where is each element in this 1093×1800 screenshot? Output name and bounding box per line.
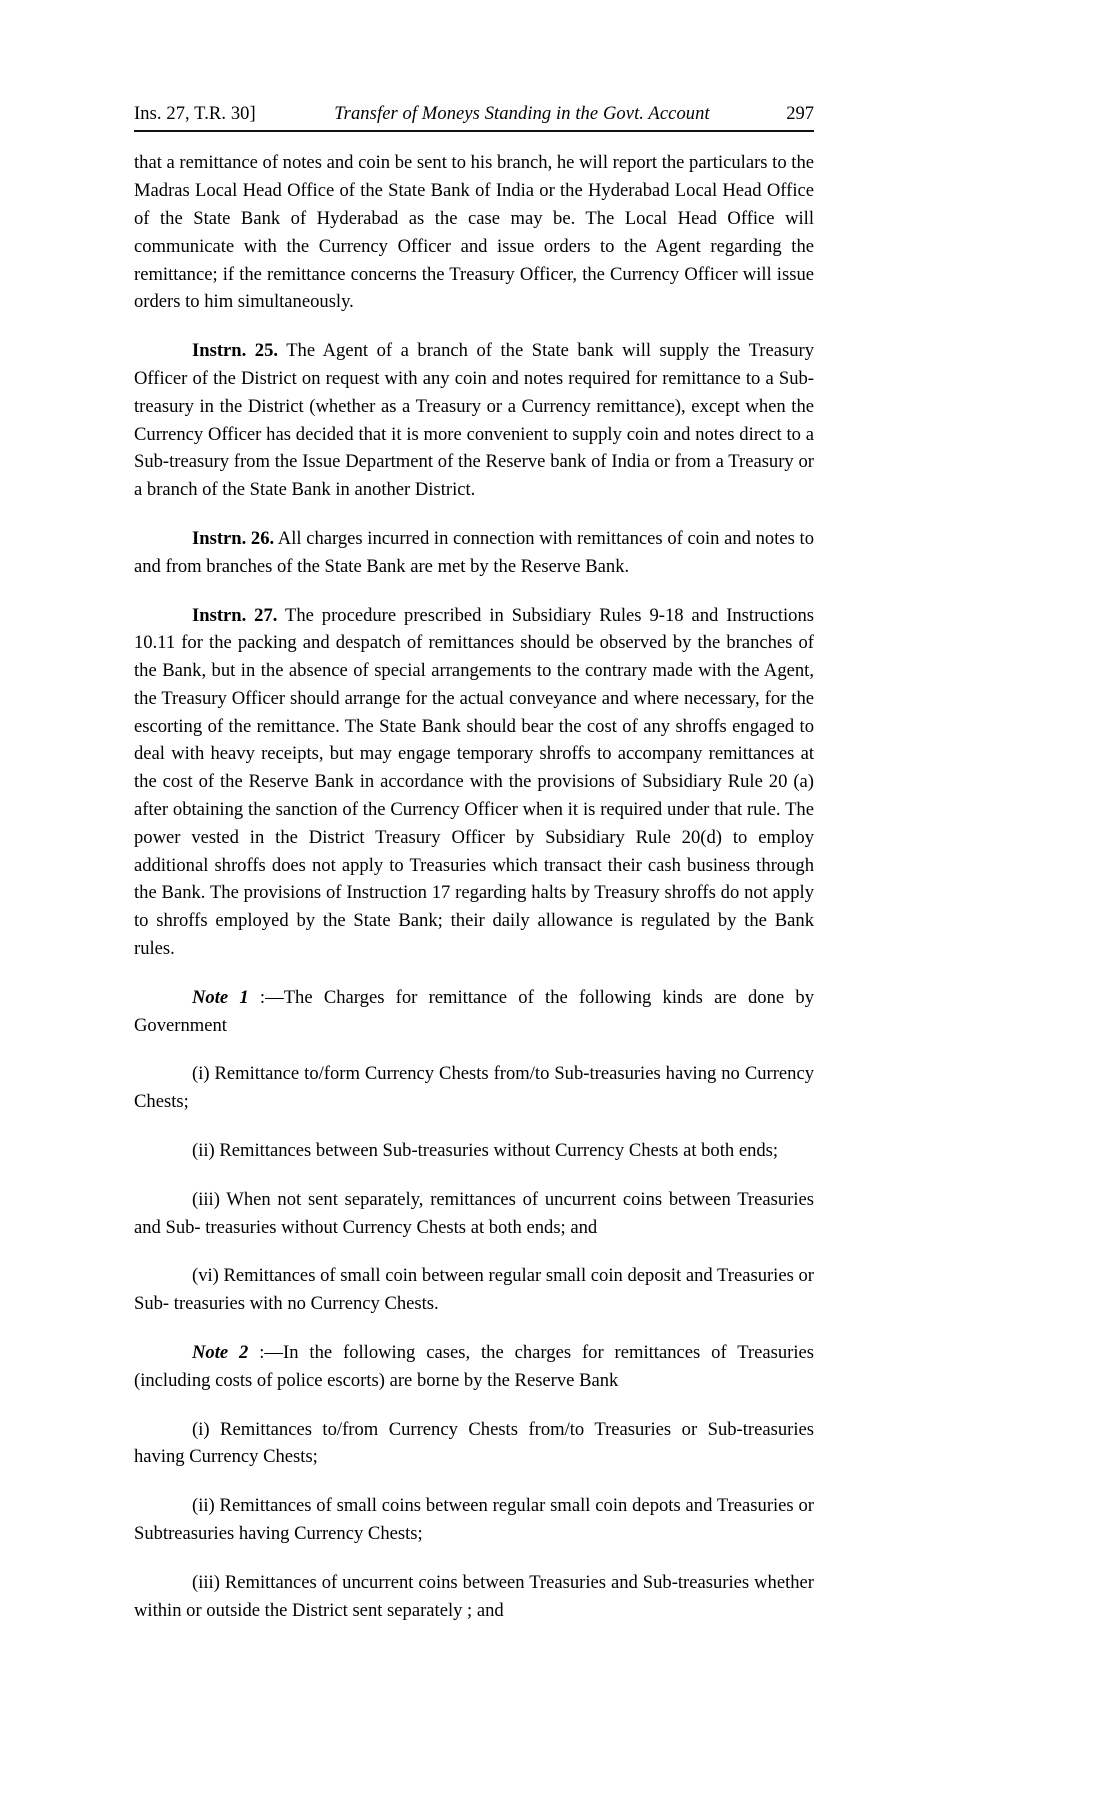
- instruction-26-label: Instrn. 26.: [192, 527, 275, 549]
- instruction-26-text: All charges incurred in connection with remittances of coin and notes to and from branches of the State Bank are met by the Reserve Bank.: [134, 527, 814, 577]
- note-1-paragraph: [134, 984, 814, 1040]
- instruction-25-paragraph: [134, 337, 814, 504]
- instruction-27-paragraph: [134, 602, 814, 963]
- header-rule-reference: Ins. 27, T.R. 30]: [134, 104, 256, 124]
- note-2-label: Note 2: [192, 1342, 249, 1364]
- instruction-27-label: Instrn. 27.: [192, 604, 278, 626]
- instruction-25-text: The Agent of a branch of the State bank will supply the Treasury Officer of the District on request with any coin and notes required for remittance to a Sub- treasury in the District (whether as a Treasury or a Currency remittance), except when the Currency Officer has decided that it is more convenient to supply coin and notes direct to a Sub-treasury from the Issue Department of the Reserve bank of India or from a Treasury or a branch of the State Bank in another District.: [134, 340, 814, 501]
- instruction-27-text: The procedure prescribed in Subsidiary Rules 9-18 and Instructions 10.11 for the packing and despatch of remittances should be observed by the branches of the Bank, but in the absence of special arrangements to the contrary made with the Agent, the Treasury Officer should arrange for the actual conveyance and where necessary, for the escorting of the remittance. The State Bank should bear the cost of any shroffs engaged to deal with heavy receipts, but may engage temporary shroffs to accompany remittances at the cost of the Reserve Bank in accordance with the provisions of Subsidiary Rule 20 (a) after obtaining the sanction of the Currency Officer when it is required under that rule. The power vested in the District Treasury Officer by Subsidiary Rule 20(d) to employ additional shroffs does not apply to Treasuries which transact their cash business through the Bank. The provisions of Instruction 17 regarding halts by Treasury shroffs do not apply to shroffs employed by the State Bank; their daily allowance is regulated by the Bank rules.: [134, 604, 814, 960]
- page-content: [134, 104, 814, 1645]
- note-2-item-i: (i) Remittances to/from Currency Chests from/to Treasuries or Sub-treasuries having Currency Chests;: [134, 1418, 814, 1468]
- note-2-text: :—In the following cases, the charges for remittances of Treasuries (including costs of police escorts) are borne by the Reserve Bank: [134, 1342, 814, 1391]
- page-number: 297: [786, 104, 814, 124]
- note-1-text: :—The Charges for remittance of the following kinds are done by Government: [134, 986, 814, 1036]
- note-1-item-ii: (ii) Remittances between Sub-treasuries without Currency Chests at both ends;: [192, 1140, 779, 1162]
- header-title: Transfer of Moneys Standing in the Govt. Account: [334, 104, 710, 124]
- note-1-item-iii: (iii) When not sent separately, remittances of uncurrent coins between Treasuries and Sub- treasuries without Currency Chests at both ends; and: [134, 1188, 814, 1238]
- note-1-label: Note 1: [192, 986, 249, 1008]
- body-text: [134, 149, 814, 1624]
- note-2-item-ii: (ii) Remittances of small coins between regular small coin depots and Treasuries or Subtreasuries having Currency Chests;: [134, 1495, 814, 1545]
- note-1-item-i: (i) Remittance to/form Currency Chests from/to Sub-treasuries having no Currency Chests;: [134, 1063, 814, 1113]
- note-1-item-vi: (vi) Remittances of small coin between regular small coin deposit and Treasuries or Sub- treasuries with no Currency Chests.: [134, 1265, 814, 1315]
- running-header: [134, 104, 814, 132]
- note-2-paragraph: [134, 1339, 814, 1395]
- instruction-25-label: Instrn. 25.: [192, 340, 279, 362]
- instruction-26-paragraph: [134, 525, 814, 581]
- paragraph-continued: that a remittance of notes and coin be sent to his branch, he will report the particulars to the Madras Local Head Office of the State Bank of India or the Hyderabad Local Head Office of the State Bank of Hyderabad as the case may be. The Local Head Office will communicate with the Currency Officer and issue orders to the Agent regarding the remittance; if the remittance concerns the Treasury Officer, the Currency Officer will issue orders to him simultaneously.: [134, 152, 814, 313]
- note-2-item-iii: (iii) Remittances of uncurrent coins between Treasuries and Sub-treasuries whether within or outside the District sent separately ; and: [134, 1571, 814, 1621]
